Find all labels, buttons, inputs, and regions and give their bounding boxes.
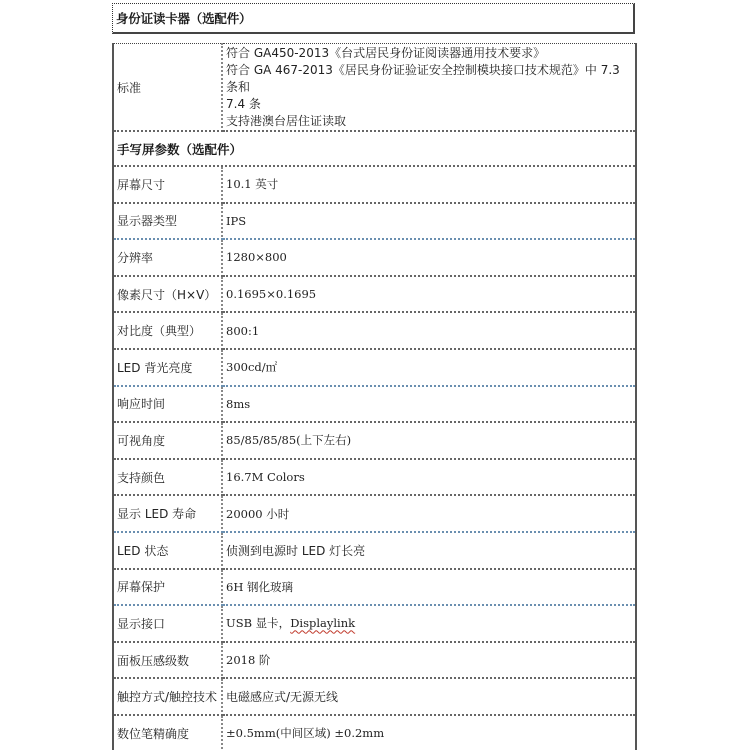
row-value: 16.7M Colors — [222, 459, 636, 496]
row-label: 显示接口 — [113, 605, 222, 642]
section-title-id-card-reader — [112, 3, 635, 34]
id-card-reader-heading: 身份证读卡器（选配件） — [116, 11, 252, 26]
row-value: 10.1 英寸 — [222, 166, 636, 203]
row-label: 面板压感级数 — [113, 642, 222, 679]
table-row — [113, 459, 636, 496]
table-row — [113, 203, 636, 240]
row-label: LED 状态 — [113, 532, 222, 569]
row-value: 6H 钢化玻璃 — [222, 569, 636, 606]
table-row — [113, 349, 636, 386]
standard-line: 支持港澳台居住证读取 — [226, 114, 347, 128]
table-row — [113, 386, 636, 423]
standard-line: 符合 GA 467-2013《居民身份证验证安全控制模块接口技术规范》中 7.3 条和 — [226, 63, 620, 94]
row-label: 显示器类型 — [113, 203, 222, 240]
row-label: 显示 LED 寿命 — [113, 495, 222, 532]
row-value: 300cd/㎡ — [222, 349, 636, 386]
row-value: 电磁感应式/无源无线 — [222, 678, 636, 715]
row-label: 像素尺寸（H×V） — [113, 276, 222, 313]
row-label: 屏幕保护 — [113, 569, 222, 606]
table-row — [113, 605, 636, 642]
section-heading-handwriting-screen: 手写屏参数（选配件） — [113, 131, 636, 166]
row-label: 触控方式/触控技术 — [113, 678, 222, 715]
table-row — [113, 422, 636, 459]
row-value: IPS — [222, 203, 636, 240]
table-row-standard — [113, 44, 636, 132]
table-row — [113, 569, 636, 606]
row-value: 8ms — [222, 386, 636, 423]
row-label: 对比度（典型） — [113, 312, 222, 349]
row-label: LED 背光亮度 — [113, 349, 222, 386]
row-label: 分辨率 — [113, 239, 222, 276]
table-row — [113, 678, 636, 715]
row-value: 侦测到电源时 LED 灯长亮 — [222, 532, 636, 569]
row-value: 2018 阶 — [222, 642, 636, 679]
table-row — [113, 166, 636, 203]
standard-value — [222, 44, 636, 132]
row-label: 标准 — [113, 44, 222, 132]
row-value: 0.1695×0.1695 — [222, 276, 636, 313]
display-interface-prefix: USB 显卡， — [226, 616, 291, 631]
row-label: 可视角度 — [113, 422, 222, 459]
table-row — [113, 715, 636, 750]
table-row — [113, 276, 636, 313]
row-label: 支持颜色 — [113, 459, 222, 496]
table-row — [113, 495, 636, 532]
row-label: 数位笔精确度 — [113, 715, 222, 750]
row-label: 响应时间 — [113, 386, 222, 423]
displaylink-text: Displaylink — [290, 616, 356, 631]
table-row — [113, 312, 636, 349]
row-value: 20000 小时 — [222, 495, 636, 532]
section-header-row — [113, 131, 636, 166]
standard-line: 符合 GA450-2013《台式居民身份证阅读器通用技术要求》 — [226, 46, 546, 60]
standard-line: 7.4 条 — [226, 97, 261, 111]
table-row — [113, 239, 636, 276]
row-value — [222, 605, 636, 642]
row-value: ±0.5mm(中间区域) ±0.2mm — [222, 715, 636, 750]
spec-table — [112, 43, 637, 750]
row-label: 屏幕尺寸 — [113, 166, 222, 203]
row-value: 1280×800 — [222, 239, 636, 276]
row-value: 85/85/85/85(上下左右) — [222, 422, 636, 459]
row-value: 800:1 — [222, 312, 636, 349]
table-row — [113, 532, 636, 569]
table-row — [113, 642, 636, 679]
